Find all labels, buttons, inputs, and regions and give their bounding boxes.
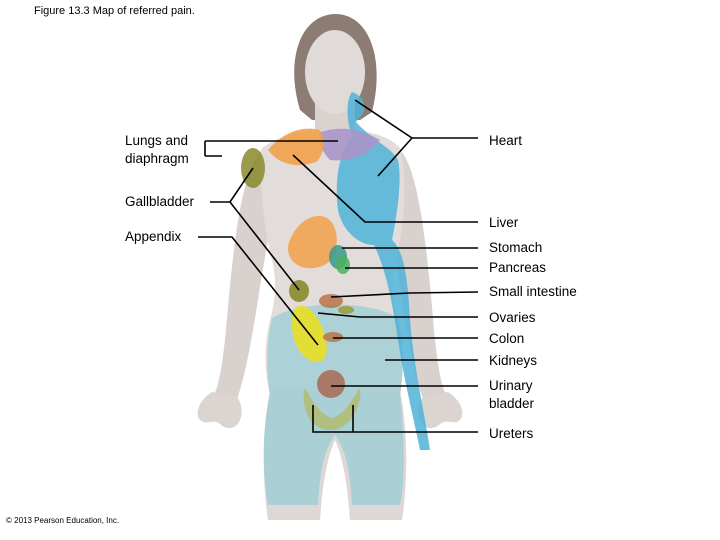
label-urinary-line1: Urinary — [489, 378, 533, 393]
figure-title: Figure 13.3 Map of referred pain. — [34, 5, 195, 17]
copyright-notice: © 2013 Pearson Education, Inc. — [6, 516, 120, 525]
label-lungs-line2: diaphragm — [125, 151, 189, 166]
label-ureters: Ureters — [489, 426, 534, 441]
colon-zone — [323, 332, 343, 342]
gallbladder-abdomen-zone — [289, 280, 309, 302]
label-heart: Heart — [489, 133, 523, 148]
ovaries-zone — [338, 306, 354, 314]
label-colon: Colon — [489, 331, 525, 346]
label-liver: Liver — [489, 215, 519, 230]
label-appendix: Appendix — [125, 229, 182, 244]
leader-heart-neck — [355, 100, 478, 138]
label-pancreas: Pancreas — [489, 260, 547, 275]
label-small-intestine: Small intestine — [489, 284, 577, 299]
label-stomach: Stomach — [489, 240, 543, 255]
label-ovaries: Ovaries — [489, 310, 536, 325]
label-lungs-diaphragm — [125, 132, 189, 168]
left-hand — [198, 392, 242, 428]
pancreas-zone — [336, 256, 350, 274]
label-urinary-line2: bladder — [489, 396, 535, 411]
urinary-bladder-zone — [317, 370, 345, 398]
label-kidneys: Kidneys — [489, 353, 538, 368]
label-urinary-bladder — [489, 377, 534, 413]
label-lungs-line1: Lungs and — [125, 133, 189, 148]
label-gallbladder: Gallbladder — [125, 194, 195, 209]
